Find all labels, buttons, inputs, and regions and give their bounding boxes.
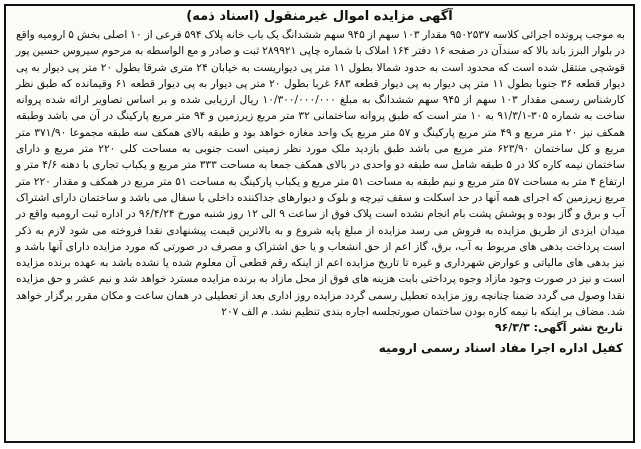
notice-title: آگهی مزایده اموال غیرمنقول (اسناد ذمه)	[186, 9, 453, 24]
notice-paragraph: به موجب پرونده اجرائی کلاسه ۹۵۰۲۵۳۷ مقدار ۱۰۳ سهم از ۹۴۵ سهم ششدانگ یک باب خانه پلاک ۵۹۴ فرعی از ۱۰ اصلی بخش ۵ ارومیه واقع در بلوار البرز باند بالا که سندآن در صفحه ۱۶ دفتر ۱۶۴ املاک با شماره چاپی ۲۸۹۹۲۱ ثبت و صادر و مع الواسطه به مرحوم سیروس حسین پور قوشچی منتقل شده است که محدود است به حدود شمالا بطول ۱۱ متر پی دیواریست به خیابان ۲۴ متری شرقا بطول ۲۰ متر پی دیوار به پی دیوار قطعه ۳۶ جنوبا بطول ۱۱ متر پی دیوار به پی دیوار قطعه ۶۸۳ غربا بطول ۲۰ متر پی دیوار به پی دیوار قطعه ۶۱ وقیمانده که طبق نظر کارشناس رسمی مقدار ۱۰۳ سهم از ۹۴۵ سهم ششدانگ به مبلغ ۱۰/۳۰۰/۰۰۰/۰۰۰ ریال ارزیابی شده و بر اساس تصاویر ارائه شده پروانه ساخت به شماره ۳۰۵-۹۱/۳/۱ به ۱۰ متر است که طبق پروانه ساختمانی ۳۲ متر مربع زیرزمین و ۹۴ متر مربع پارکینگ در آن می باشد وطبقه همکف نیز ۲۰ متر مربع و ۴۹ متر مربع پارکینگ و ۵۷ متر مربع یک واحد مغازه خواهد بود و طبقه بالای همکف سه طبقه مجموعا ۳۷۱/۹۰ متر مربع و کل ساختمان ۶۲۳/۹۰ متر مربع می باشد طبق بازدید ملک مورد نظر زمینی است جنوبی به مساحت کلی ۲۲۰ متر مربع و دارای ساختمان نیمه کاره کلا در ۵ طبقه شامل سه طبقه دو واحدی در بالای همکف جمعا به مساحت ۳۳۳ متر مربع و یکباب تجاری با دهنه ۴/۶ متر و ارتفاع ۴ متر به مساحت ۵۷ متر مربع و نیم طبقه به مساحت ۵۱ متر مربع و یکباب پارکینگ به مساحت ۵۱ متر مربع در همکف و مقدار ۲۲۰ متر مربع زیرزمین که اجرای همه آنها در حد اسکلت و سقف تیرچه و بلوک و دیوارهای جداکننده داخلی با سفال می باشد و ساختمان دارای اشتراک آب و برق و گاز بوده و پوشش پشت بام انجام نشده است پلاک فوق از ساعت ۹ الی ۱۲ روز شنبه مورخ ۹۶/۴/۲۴ در اداره ثبت ارومیه واقع در میدان ایزدی از طریق مزایده به فروش می رسد مزایده از مبلغ پایه شروع و به بالاترین قیمت پیشنهادی نقدا فروخته می شود لازم به ذکر است پرداخت بدهی های مربوط به آب، برق، گاز اعم از حق انشعاب و یا حق اشتراک و مصرف در صورتی که مورد مزایده دارای آنها باشد و نیز بدهی های مالیاتی و عوارض شهرداری و غیره تا تاریخ مزایده اعم از اینکه رقم قطعی آن معلوم شده یا نشده باشد به عهده برنده مزایده است و نیز در صورت وجود مازاد وجوه پرداختی بابت هزینه های فوق از محل مازاد به برنده مزایده مسترد خواهد شد و نیم عشر و حق مزایده نقدا وصول می گردد ضمنا چنانچه روز مزایده تعطیل رسمی گردد مزایده روز اداری بعد از تعطیلی در همان ساعت و مکان مقرر برگزار خواهد شد. مضاف بر اینکه با نیمه کاره بودن ساختمان صورتجلسه اجاره بندی تنظیم نشد. م الف ۲۰۷	[16, 29, 626, 319]
publish-date: تاریخ نشر آگهی: ۹۶/۳/۳	[494, 321, 623, 335]
notice-body	[6, 27, 633, 320]
auction-notice	[4, 4, 635, 443]
signature-line: کفیل اداره اجرا مفاد اسناد رسمی ارومیه	[378, 341, 623, 356]
